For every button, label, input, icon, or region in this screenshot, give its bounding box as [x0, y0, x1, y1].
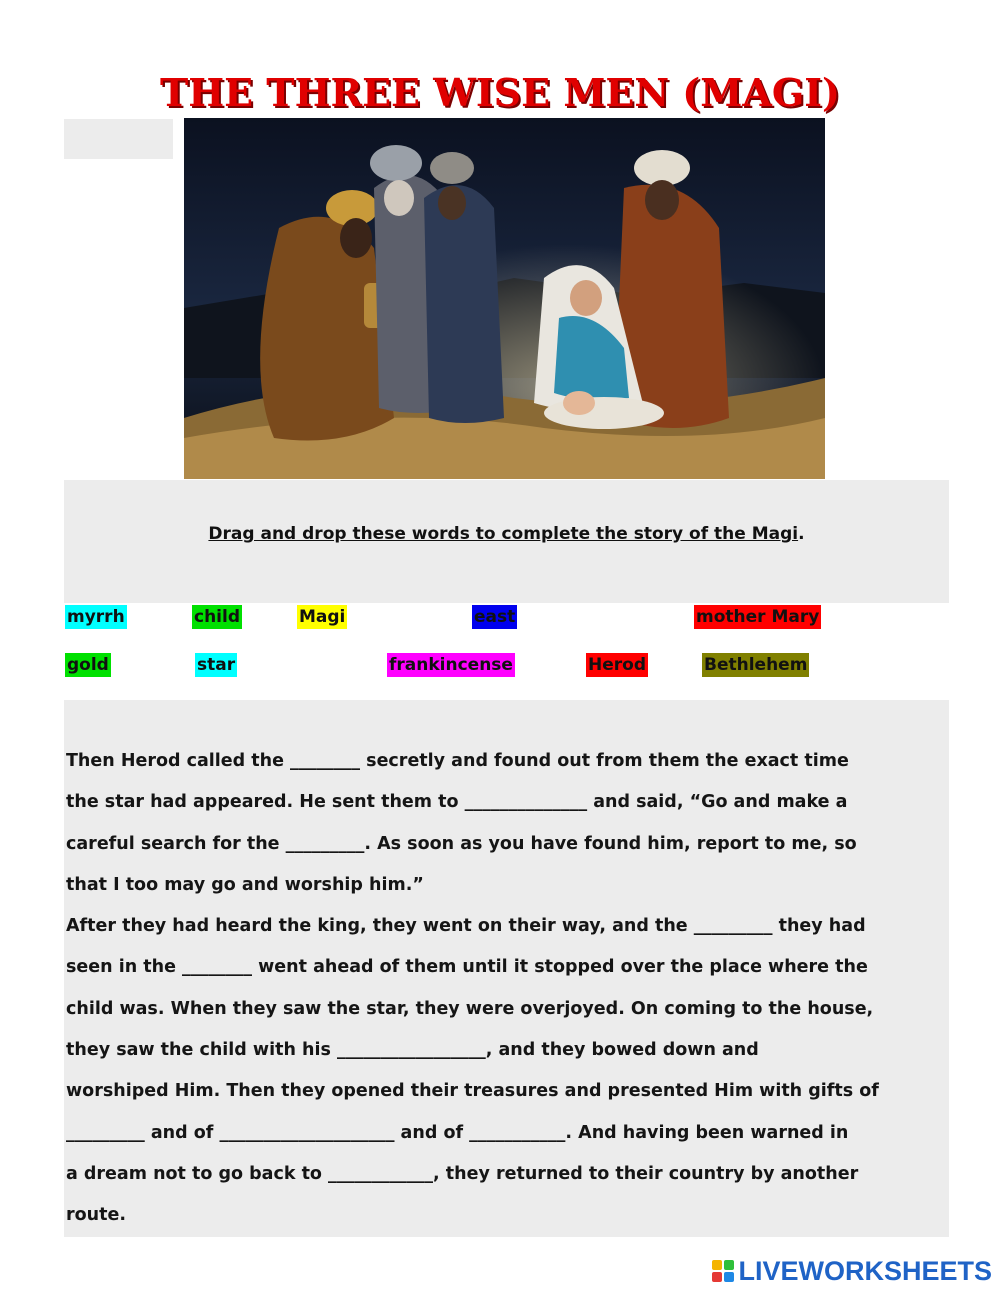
story-line: After they had heard the king, they went on their way, and the _________ they had — [66, 916, 866, 937]
story-line: seen in the ________ went ahead of them until it stopped over the place where the — [66, 957, 868, 978]
story-line: careful search for the _________. As soon as you have found him, report to me, so — [66, 833, 857, 854]
story-text — [66, 741, 949, 1237]
story-line: _________ and of ____________________ and of ___________. And having been warned in — [66, 1122, 849, 1143]
word-tile-child[interactable]: child — [194, 607, 241, 627]
word-tile-frankincense[interactable]: frankincense — [389, 655, 513, 675]
logo-square — [712, 1272, 722, 1282]
word-tile-east[interactable]: east — [474, 607, 516, 627]
word-tile-magi[interactable]: Magi — [299, 607, 346, 627]
instruction-panel — [64, 480, 949, 603]
instruction-text: Drag and drop these words to complete the story of the Magi. — [208, 524, 805, 544]
logo-icon — [712, 1260, 734, 1282]
word-tile-star[interactable]: star — [197, 655, 236, 675]
word-tile-herod[interactable]: Herod — [588, 655, 646, 675]
story-line: Then Herod called the ________ secretly and found out from them the exact time — [66, 751, 849, 771]
story-line: route. — [66, 1205, 126, 1226]
story-line: a dream not to go back to ____________, they returned to their country by another — [66, 1163, 859, 1184]
liveworksheets-logo — [712, 1254, 992, 1288]
logo-text: LIVEWORKSHEETS — [738, 1255, 992, 1286]
logo-square — [724, 1272, 734, 1282]
story-panel — [64, 700, 949, 1237]
story-line: that I too may go and worship him.” — [66, 874, 424, 895]
page-title: THE THREE WISE MEN (MAGI) — [159, 70, 841, 115]
empty-answer-box[interactable] — [64, 119, 173, 159]
word-tile-mother-mary[interactable]: mother Mary — [696, 607, 820, 627]
word-tile-bethlehem[interactable]: Bethlehem — [704, 655, 808, 675]
word-tile-myrrh[interactable]: myrrh — [67, 607, 125, 627]
story-line: child was. When they saw the star, they were overjoyed. On coming to the house, — [66, 998, 874, 1019]
story-line: they saw the child with his _________________, and they bowed down and — [66, 1040, 759, 1061]
story-line: worshiped Him. Then they opened their treasures and presented Him with gifts of — [66, 1081, 879, 1102]
story-line: the star had appeared. He sent them to ______________ and said, “Go and make a — [66, 792, 848, 813]
nativity-scene-image — [184, 118, 825, 479]
logo-square — [712, 1260, 722, 1270]
logo-square — [724, 1260, 734, 1270]
word-tile-gold[interactable]: gold — [67, 655, 109, 675]
